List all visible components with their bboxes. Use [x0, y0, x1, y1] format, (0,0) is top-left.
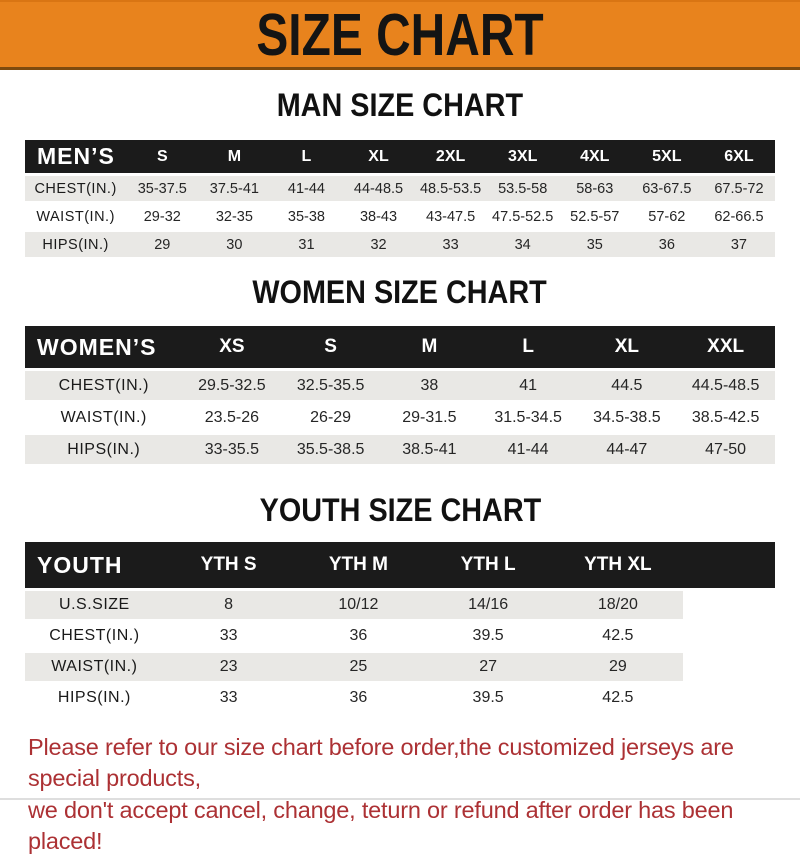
youth-cell-0-3: 18/20 [553, 591, 683, 619]
men-cell-2-2: 31 [270, 232, 342, 257]
youth-header-filler [683, 542, 775, 588]
men-cell-1-7: 57-62 [631, 204, 703, 229]
youth-cell-0-2: 14/16 [423, 591, 553, 619]
youth-row-label-2: WAIST(IN.) [25, 653, 164, 681]
women-cell-2-1: 35.5-38.5 [281, 435, 380, 464]
youth-header-label: YOUTH [25, 542, 164, 588]
youth-column-header-3: YTH XL [553, 542, 683, 588]
women-cell-0-5: 44.5-48.5 [676, 371, 775, 400]
women-row-label-2: HIPS(IN.) [25, 435, 183, 464]
men-header-row [25, 140, 775, 173]
section-youth [0, 492, 800, 715]
youth-column-header-1: YTH M [294, 542, 424, 588]
men-row-label-2: HIPS(IN.) [25, 232, 126, 257]
men-cell-2-4: 33 [415, 232, 487, 257]
women-column-header-2: M [380, 326, 479, 368]
youth-row-filler-2 [683, 653, 775, 681]
men-cell-1-6: 52.5-57 [559, 204, 631, 229]
men-cell-0-2: 41-44 [270, 176, 342, 201]
men-column-header-6: 4XL [559, 140, 631, 173]
women-cell-2-2: 38.5-41 [380, 435, 479, 464]
men-section-heading-text: MAN SIZE CHART [277, 87, 523, 124]
men-row-0 [25, 176, 775, 201]
men-column-header-5: 3XL [487, 140, 559, 173]
youth-header-row [25, 542, 775, 588]
youth-column-header-0: YTH S [164, 542, 294, 588]
men-cell-1-1: 32-35 [198, 204, 270, 229]
women-cell-1-1: 26-29 [281, 403, 380, 432]
youth-cell-2-1: 25 [294, 653, 424, 681]
men-header-label: MEN’S [25, 140, 126, 173]
women-cell-1-0: 23.5-26 [183, 403, 282, 432]
women-cell-1-3: 31.5-34.5 [479, 403, 578, 432]
women-cell-0-0: 29.5-32.5 [183, 371, 282, 400]
men-cell-0-6: 58-63 [559, 176, 631, 201]
men-row-label-1: WAIST(IN.) [25, 204, 126, 229]
men-cell-1-4: 43-47.5 [415, 204, 487, 229]
men-cell-1-8: 62-66.5 [703, 204, 775, 229]
women-cell-0-4: 44.5 [578, 371, 677, 400]
men-column-header-2: L [270, 140, 342, 173]
youth-row-3 [25, 684, 775, 712]
youth-row-label-1: CHEST(IN.) [25, 622, 164, 650]
women-cell-2-3: 41-44 [479, 435, 578, 464]
women-header-row [25, 326, 775, 368]
women-column-header-0: XS [183, 326, 282, 368]
men-cell-2-7: 36 [631, 232, 703, 257]
men-column-header-0: S [126, 140, 198, 173]
women-column-header-5: XXL [676, 326, 775, 368]
banner [0, 0, 800, 70]
women-cell-2-5: 47-50 [676, 435, 775, 464]
women-column-header-3: L [479, 326, 578, 368]
men-cell-1-5: 47.5-52.5 [487, 204, 559, 229]
youth-cell-3-2: 39.5 [423, 684, 553, 712]
youth-column-header-2: YTH L [423, 542, 553, 588]
youth-row-label-3: HIPS(IN.) [25, 684, 164, 712]
men-cell-0-4: 48.5-53.5 [415, 176, 487, 201]
youth-cell-3-1: 36 [294, 684, 424, 712]
youth-cell-1-3: 42.5 [553, 622, 683, 650]
youth-row-2 [25, 653, 775, 681]
men-row-1 [25, 204, 775, 229]
men-cell-0-1: 37.5-41 [198, 176, 270, 201]
women-cell-2-0: 33-35.5 [183, 435, 282, 464]
notice-line-1: Please refer to our size chart before order,the customized jerseys are special products, [28, 732, 772, 795]
men-column-header-4: 2XL [415, 140, 487, 173]
youth-row-filler-1 [683, 622, 775, 650]
section-women [0, 274, 800, 467]
men-row-2 [25, 232, 775, 257]
men-section-heading [0, 87, 800, 124]
youth-cell-3-0: 33 [164, 684, 294, 712]
men-cell-2-5: 34 [487, 232, 559, 257]
women-cell-1-2: 29-31.5 [380, 403, 479, 432]
men-cell-0-3: 44-48.5 [342, 176, 414, 201]
youth-cell-3-3: 42.5 [553, 684, 683, 712]
women-row-2 [25, 435, 775, 464]
youth-section-heading-text: YOUTH SIZE CHART [259, 492, 541, 529]
men-column-header-3: XL [342, 140, 414, 173]
men-cell-0-7: 63-67.5 [631, 176, 703, 201]
men-cell-1-0: 29-32 [126, 204, 198, 229]
women-row-1 [25, 403, 775, 432]
men-cell-0-8: 67.5-72 [703, 176, 775, 201]
women-section-heading-text: WOMEN SIZE CHART [253, 274, 547, 311]
men-cell-2-3: 32 [342, 232, 414, 257]
youth-row-0 [25, 591, 775, 619]
women-cell-0-3: 41 [479, 371, 578, 400]
youth-cell-2-3: 29 [553, 653, 683, 681]
notice-line-2: we don't accept cancel, change, teturn or refund after order has been placed! [28, 795, 772, 857]
women-cell-1-5: 38.5-42.5 [676, 403, 775, 432]
women-row-label-1: WAIST(IN.) [25, 403, 183, 432]
men-cell-0-0: 35-37.5 [126, 176, 198, 201]
men-column-header-1: M [198, 140, 270, 173]
men-cell-1-3: 38-43 [342, 204, 414, 229]
youth-cell-1-1: 36 [294, 622, 424, 650]
men-column-header-8: 6XL [703, 140, 775, 173]
men-row-label-0: CHEST(IN.) [25, 176, 126, 201]
men-cell-0-5: 53.5-58 [487, 176, 559, 201]
youth-cell-1-2: 39.5 [423, 622, 553, 650]
youth-size-table [25, 539, 775, 715]
page-title: SIZE CHART [256, 0, 543, 69]
women-row-label-0: CHEST(IN.) [25, 371, 183, 400]
youth-cell-2-0: 23 [164, 653, 294, 681]
women-size-table [25, 323, 775, 467]
men-cell-2-6: 35 [559, 232, 631, 257]
youth-row-1 [25, 622, 775, 650]
section-men [0, 87, 800, 260]
men-cell-2-8: 37 [703, 232, 775, 257]
women-column-header-4: XL [578, 326, 677, 368]
youth-row-filler-0 [683, 591, 775, 619]
youth-row-filler-3 [683, 684, 775, 712]
men-cell-1-2: 35-38 [270, 204, 342, 229]
women-cell-2-4: 44-47 [578, 435, 677, 464]
men-column-header-7: 5XL [631, 140, 703, 173]
women-header-label: WOMEN’S [25, 326, 183, 368]
women-section-heading [0, 274, 800, 311]
youth-cell-0-0: 8 [164, 591, 294, 619]
men-cell-2-1: 30 [198, 232, 270, 257]
women-cell-0-2: 38 [380, 371, 479, 400]
men-cell-2-0: 29 [126, 232, 198, 257]
youth-cell-2-2: 27 [423, 653, 553, 681]
youth-cell-0-1: 10/12 [294, 591, 424, 619]
women-row-0 [25, 371, 775, 400]
men-size-table [25, 137, 775, 260]
youth-section-heading [0, 492, 800, 529]
women-cell-1-4: 34.5-38.5 [578, 403, 677, 432]
women-cell-0-1: 32.5-35.5 [281, 371, 380, 400]
women-column-header-1: S [281, 326, 380, 368]
youth-row-label-0: U.S.SIZE [25, 591, 164, 619]
youth-cell-1-0: 33 [164, 622, 294, 650]
footer-notice [0, 732, 800, 857]
